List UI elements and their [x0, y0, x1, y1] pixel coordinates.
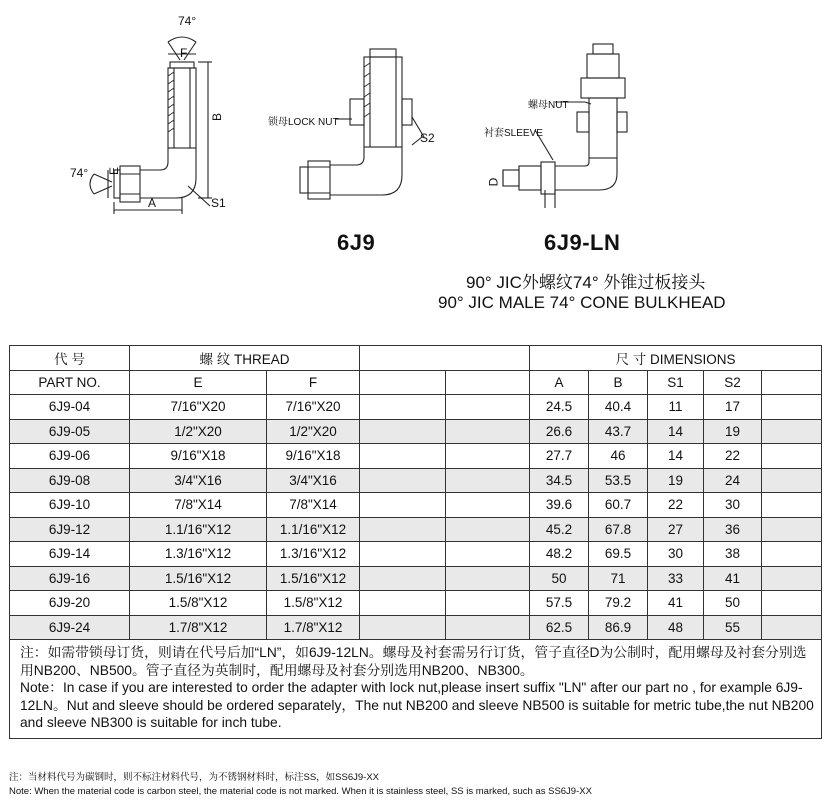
table-row	[10, 468, 822, 493]
cell-e: 3/4"X16	[130, 468, 267, 493]
cell-s2: 19	[704, 419, 762, 444]
nut-label: 螺母NUT	[528, 100, 569, 111]
product-title-cn: 90° JIC外螺纹74° 外锥过板接头	[466, 273, 706, 292]
cell-e: 1.7/8"X12	[130, 615, 267, 640]
table-row	[10, 615, 822, 640]
cell-s1: 41	[648, 591, 704, 616]
cell-blank	[360, 444, 446, 469]
cell-blank	[360, 493, 446, 518]
table-header-row-2	[10, 370, 822, 395]
dimension-F-label: F	[180, 46, 188, 60]
cell-s2: 50	[704, 591, 762, 616]
cell-s1: 22	[648, 493, 704, 518]
note-en: Note：In case if you are interested to order the adapter with lock nut,please insert suffix "LN" after our part no , for example 6J9-12LN。Nut and sleeve should be ordered separately，The nut NB200 and sleeve NB500 is suitable for metric tube,the nut NB200 and sleeve NB300 is suitable for inch tube.	[20, 680, 814, 730]
cell-a: 24.5	[530, 395, 589, 420]
cell-s1: 19	[648, 468, 704, 493]
header-E: E	[130, 370, 267, 395]
model-6j9-ln-title: 6J9-LN	[544, 230, 621, 255]
cell-s2: 38	[704, 542, 762, 567]
cell-e: 1.5/16"X12	[130, 566, 267, 591]
table-row	[10, 591, 822, 616]
cell-blank	[446, 517, 530, 542]
cell-s1: 27	[648, 517, 704, 542]
table-row	[10, 419, 822, 444]
cell-blank	[762, 615, 822, 640]
cell-blank	[446, 591, 530, 616]
cell-b: 46	[589, 444, 648, 469]
cell-part: 6J9-10	[10, 493, 130, 518]
cell-part: 6J9-08	[10, 468, 130, 493]
table-note-row	[10, 640, 822, 739]
cell-f: 9/16"X18	[267, 444, 360, 469]
cell-b: 43.7	[589, 419, 648, 444]
cell-e: 7/8"X14	[130, 493, 267, 518]
cell-blank	[762, 542, 822, 567]
cell-blank	[360, 395, 446, 420]
table-header-row-1	[10, 346, 822, 371]
cell-part: 6J9-05	[10, 419, 130, 444]
cell-a: 48.2	[530, 542, 589, 567]
drawing-6j9-lock-nut	[290, 45, 450, 215]
cell-blank	[446, 444, 530, 469]
cell-f: 1.7/8"X12	[267, 615, 360, 640]
cell-blank	[360, 591, 446, 616]
specification-table	[9, 345, 822, 739]
header-F: F	[267, 370, 360, 395]
table-row	[10, 444, 822, 469]
table-row	[10, 566, 822, 591]
cell-s2: 30	[704, 493, 762, 518]
cell-f: 1.5/8"X12	[267, 591, 360, 616]
cell-blank	[360, 419, 446, 444]
cell-blank	[360, 468, 446, 493]
cell-blank	[446, 395, 530, 420]
cell-a: 50	[530, 566, 589, 591]
cell-blank	[360, 517, 446, 542]
dimension-B-label: B	[210, 112, 225, 122]
cell-f: 1.1/16"X12	[267, 517, 360, 542]
header-part-cn: 代 号	[10, 346, 130, 371]
cell-s2: 36	[704, 517, 762, 542]
cell-f: 3/4"X16	[267, 468, 360, 493]
dimension-S1-label: S1	[211, 196, 226, 210]
cell-s1: 48	[648, 615, 704, 640]
cell-e: 1.5/8"X12	[130, 591, 267, 616]
cell-f: 7/16"X20	[267, 395, 360, 420]
cell-e: 9/16"X18	[130, 444, 267, 469]
cell-s1: 14	[648, 444, 704, 469]
angle-left-label: 74°	[70, 166, 89, 180]
dimension-A-label: A	[148, 196, 157, 210]
cell-blank	[360, 615, 446, 640]
cell-s2: 17	[704, 395, 762, 420]
cell-b: 53.5	[589, 468, 648, 493]
header-blank-3	[762, 370, 822, 395]
cell-blank	[360, 542, 446, 567]
cell-part: 6J9-20	[10, 591, 130, 616]
cell-f: 1.5/16"X12	[267, 566, 360, 591]
cell-s1: 30	[648, 542, 704, 567]
sleeve-label: 衬套SLEEVE	[484, 128, 543, 139]
header-blank	[360, 346, 530, 371]
cell-b: 40.4	[589, 395, 648, 420]
cell-b: 69.5	[589, 542, 648, 567]
cell-a: 45.2	[530, 517, 589, 542]
cell-a: 57.5	[530, 591, 589, 616]
cell-blank	[360, 566, 446, 591]
header-blank-1	[360, 370, 446, 395]
note-cn: 注：如需带锁母订货，则请在代号后加“LN”，如6J9-12LN。螺母及衬套需另行订货，管子直径D为公制时，配用螺母及衬套分别选用NB200、NB500。管子直径为英制时，配用螺母及衬套分别选用NB200、NB300。	[20, 645, 807, 678]
cell-blank	[446, 615, 530, 640]
header-S2: S2	[704, 370, 762, 395]
model-6j9-title: 6J9	[337, 230, 376, 255]
cell-b: 86.9	[589, 615, 648, 640]
cell-blank	[762, 566, 822, 591]
cell-blank	[446, 493, 530, 518]
cell-e: 7/16"X20	[130, 395, 267, 420]
cell-a: 27.7	[530, 444, 589, 469]
header-B: B	[589, 370, 648, 395]
cell-part: 6J9-06	[10, 444, 130, 469]
cell-a: 34.5	[530, 468, 589, 493]
cell-blank	[762, 395, 822, 420]
dimension-S2-label: S2	[420, 131, 435, 145]
table-row	[10, 517, 822, 542]
cell-s2: 22	[704, 444, 762, 469]
table-row	[10, 493, 822, 518]
cell-s1: 33	[648, 566, 704, 591]
header-dimensions: 尺 寸 DIMENSIONS	[530, 346, 822, 371]
cell-blank	[446, 566, 530, 591]
cell-e: 1/2"X20	[130, 419, 267, 444]
cell-blank	[762, 493, 822, 518]
cell-a: 62.5	[530, 615, 589, 640]
cell-b: 71	[589, 566, 648, 591]
cell-f: 1/2"X20	[267, 419, 360, 444]
header-blank-2	[446, 370, 530, 395]
cell-blank	[446, 542, 530, 567]
angle-top-label: 74°	[178, 14, 197, 28]
product-title-en: 90° JIC MALE 74° CONE BULKHEAD	[438, 293, 726, 312]
cell-blank	[446, 468, 530, 493]
cell-f: 1.3/16"X12	[267, 542, 360, 567]
header-S1: S1	[648, 370, 704, 395]
table-row	[10, 542, 822, 567]
cell-part: 6J9-04	[10, 395, 130, 420]
cell-b: 79.2	[589, 591, 648, 616]
cell-s2: 41	[704, 566, 762, 591]
cell-blank	[762, 444, 822, 469]
cell-blank	[762, 517, 822, 542]
cell-a: 39.6	[530, 493, 589, 518]
cell-f: 7/8"X14	[267, 493, 360, 518]
cell-s1: 14	[648, 419, 704, 444]
header-part-en: PART NO.	[10, 370, 130, 395]
cell-blank	[762, 468, 822, 493]
cell-b: 60.7	[589, 493, 648, 518]
dimension-E-label: E	[107, 166, 122, 176]
table-row	[10, 395, 822, 420]
cell-part: 6J9-14	[10, 542, 130, 567]
dimension-D-label: D	[486, 177, 501, 187]
table-note	[10, 640, 822, 739]
lock-nut-label: 锁母LOCK NUT	[268, 117, 339, 128]
cell-e: 1.3/16"X12	[130, 542, 267, 567]
cell-part: 6J9-24	[10, 615, 130, 640]
cell-blank	[446, 419, 530, 444]
cell-s1: 11	[648, 395, 704, 420]
footer-note-en: Note: When the material code is carbon steel, the material code is not marked. When it is stainless steel, SS is marked, such as SS6J9-XX	[9, 786, 592, 797]
cell-a: 26.6	[530, 419, 589, 444]
cell-e: 1.1/16"X12	[130, 517, 267, 542]
header-thread: 螺 纹 THREAD	[130, 346, 360, 371]
cell-s2: 55	[704, 615, 762, 640]
header-A: A	[530, 370, 589, 395]
cell-blank	[762, 419, 822, 444]
cell-b: 67.8	[589, 517, 648, 542]
cell-s2: 24	[704, 468, 762, 493]
cell-part: 6J9-12	[10, 517, 130, 542]
footer-note-cn: 注：当材料代号为碳钢时，则不标注材料代号，为不锈钢材料时，标注SS，如SS6J9-XX	[9, 772, 380, 783]
cell-part: 6J9-16	[10, 566, 130, 591]
cell-blank	[762, 591, 822, 616]
